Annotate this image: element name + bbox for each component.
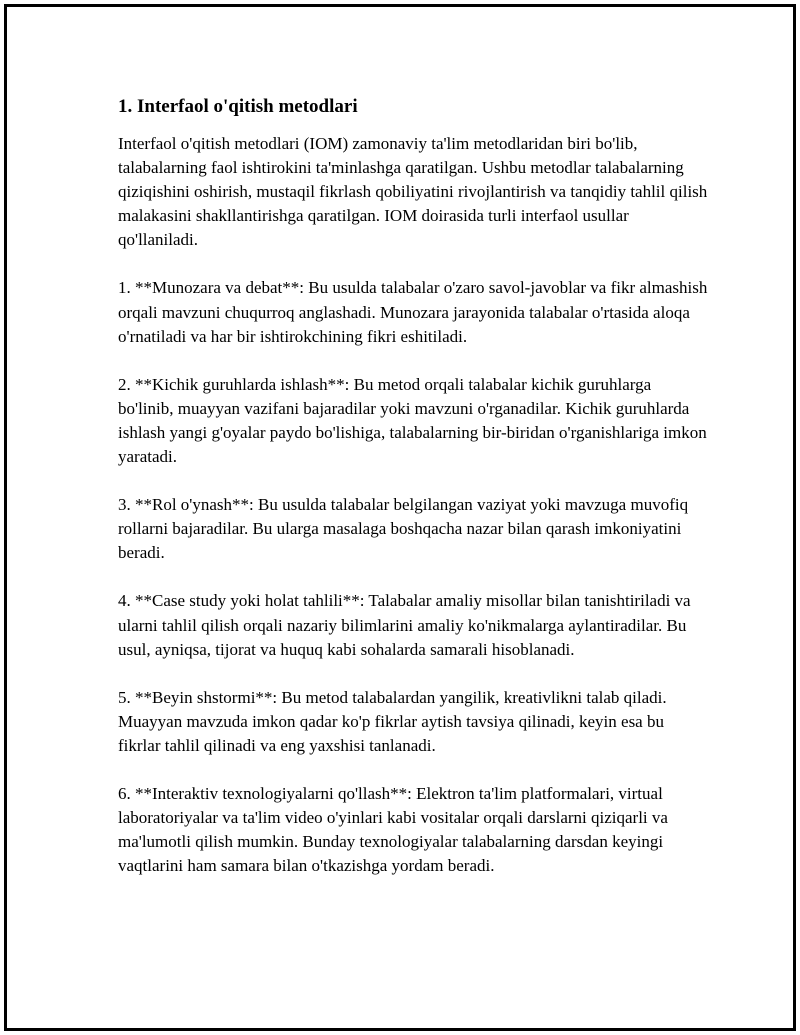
method-debate-paragraph: 1. **Munozara va debat**: Bu usulda talabalar o'zaro savol-javoblar va fikr almashish orqali mavzuni chuqurroq anglashadi. Munozara jarayonida talabalar o'rtasida aloqa o'rnatiladi va har bir ishtirokchining fikri eshitiladi.: [118, 278, 708, 346]
intro-paragraph: Interfaol o'qitish metodlari (IOM) zamonaviy ta'lim metodlaridan biri bo'lib, talabalarning faol ishtirokini ta'minlashga qaratilgan. Ushbu metodlar talabalarning qiziqishini oshirish, mustaqil fikrlash qobiliyatini rivojlantirish va tanqidiy tahlil qilish malakasini shakllantirishga qaratilgan. IOM doirasida turli interfaol usullar qo'llaniladi.: [118, 134, 708, 250]
document-body: [118, 94, 708, 902]
method-case-study-paragraph: 4. **Case study yoki holat tahlili**: Talabalar amaliy misollar bilan tanishtiriladi va ularni tahlil qilish orqali nazariy bilimlarini amaliy ko'nikmalarga aylantiradilar. Bu usul, ayniqsa, tijorat va huquq kabi sohalarda samarali hisoblanadi.: [118, 591, 691, 659]
section-title: 1. Interfaol o'qitish metodlari: [118, 96, 358, 117]
method-interactive-tech-paragraph: 6. **Interaktiv texnologiyalarni qo'llash**: Elektron ta'lim platformalari, virtual laboratoriyalar va ta'lim video o'yinlari kabi vositalar orqali darslarni qiziqarli va ma'lumotli qilish mumkin. Bunday texnologiyalar talabalarning darsdan keyingi vaqtlarini ham samara bilan o'tkazishga yordam beradi.: [118, 783, 668, 876]
method-brainstorm-paragraph: 5. **Beyin shstormi**: Bu metod talabalardan yangilik, kreativlikni talab qiladi. Muayyan mavzuda imkon qadar ko'p fikrlar aytish tavsiya qilinadi, keyin esa bu fikrlar tahlil qilinadi va eng yaxshisi tanlanadi.: [118, 687, 667, 755]
method-small-groups-paragraph: 2. **Kichik guruhlarda ishlash**: Bu metod orqali talabalar kichik guruhlarga bo'linib, muayyan vazifani bajaradilar yoki mavzuni o'rganadilar. Kichik guruhlarda ishlash yangi g'oyalar paydo bo'lishiga, talabalarning bir-biridan o'rganishlariga imkon yaratadi.: [118, 374, 707, 467]
method-role-play-paragraph: 3. **Rol o'ynash**: Bu usulda talabalar belgilangan vaziyat yoki mavzuga muvofiq rollarni bajaradilar. Bu ularga masalaga boshqacha nazar bilan qarash imkoniyatini beradi.: [118, 495, 689, 563]
